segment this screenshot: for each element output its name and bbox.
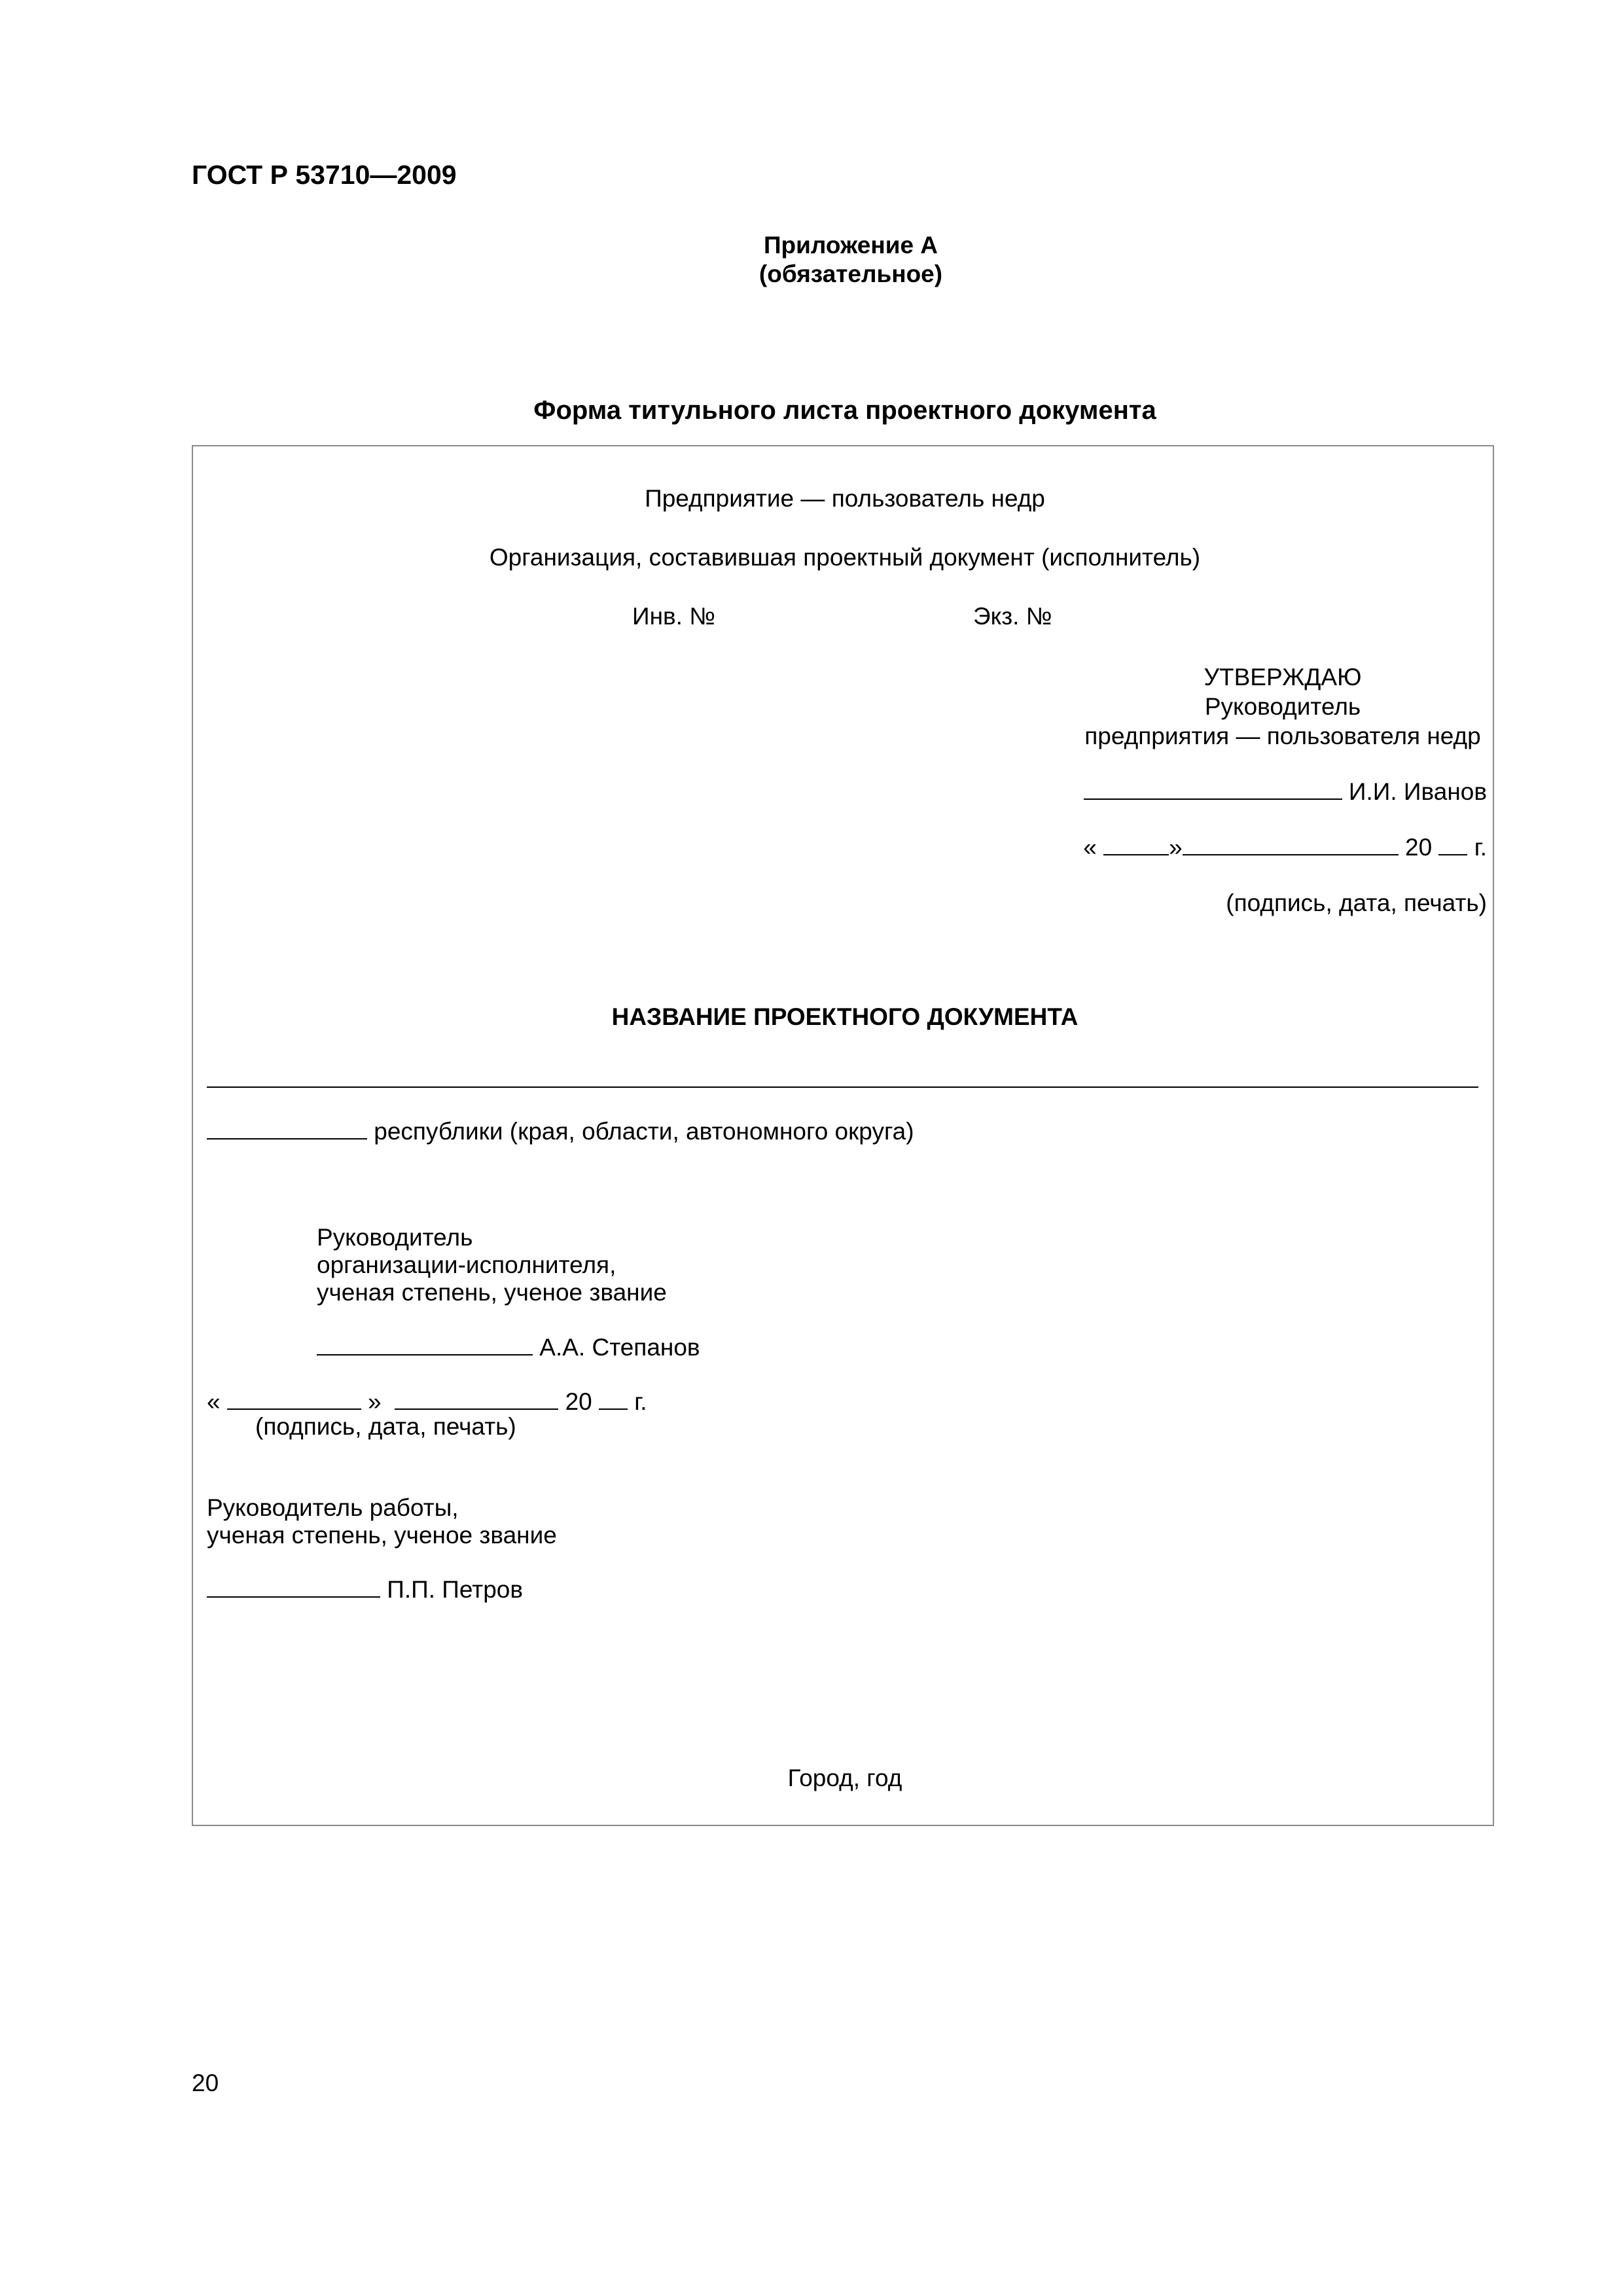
- approval-title: УТВЕРЖДАЮ: [1204, 664, 1362, 691]
- executor-role-org: организации-исполнителя,: [317, 1251, 616, 1278]
- executor-note: (подпись, дата, печать): [255, 1413, 516, 1440]
- work-lead-block: [207, 1494, 557, 1549]
- signature-blank: [1084, 776, 1342, 800]
- day-blank: [1103, 832, 1169, 855]
- approval-date-line: [1083, 832, 1487, 862]
- approval-note: (подпись, дата, печать): [1226, 889, 1487, 916]
- page-number: 20: [192, 2070, 219, 2096]
- year-prefix: 20: [1405, 834, 1433, 861]
- inventory-number-label: Инв. №: [632, 603, 715, 630]
- annex-title: Приложение А: [763, 232, 938, 259]
- date-close-quote: »: [368, 1388, 382, 1415]
- executor-degree: ученая степень, ученое звание: [317, 1279, 667, 1306]
- year-suffix: г.: [1474, 834, 1487, 861]
- date-open-quote: «: [207, 1388, 221, 1415]
- approval-block: [1073, 662, 1492, 751]
- work-lead-name: П.П. Петров: [387, 1576, 524, 1603]
- enterprise-line: Предприятие — пользователь недр: [645, 485, 1045, 512]
- year-blank: [599, 1386, 628, 1410]
- work-lead-role: Руководитель работы,: [207, 1494, 459, 1521]
- region-text: республики (края, области, автономного округа): [374, 1118, 914, 1145]
- year-blank: [1438, 832, 1467, 855]
- executor-head-block: [317, 1224, 667, 1306]
- organization-line: Организация, составившая проектный документ (исполнитель): [489, 544, 1201, 571]
- document-name-heading: НАЗВАНИЕ ПРОЕКТНОГО ДОКУМЕНТА: [611, 1003, 1079, 1030]
- day-blank: [227, 1386, 361, 1410]
- region-blank: [207, 1116, 367, 1139]
- document-designation: ГОСТ Р 53710—2009: [192, 160, 457, 190]
- approval-name: И.И. Иванов: [1348, 778, 1487, 805]
- year-suffix: г.: [634, 1388, 647, 1415]
- document-name-rule: [207, 1086, 1478, 1088]
- work-lead-signature-line: [207, 1574, 523, 1604]
- signature-blank: [207, 1574, 380, 1598]
- annex-status: (обязательное): [758, 260, 943, 287]
- executor-role: Руководитель: [317, 1224, 473, 1251]
- date-close-quote: »: [1169, 834, 1183, 861]
- region-line: [207, 1116, 914, 1146]
- approval-role-org: предприятия — пользователя недр: [1084, 723, 1481, 749]
- annex-heading: [654, 231, 1047, 289]
- executor-name: А.А. Степанов: [539, 1334, 700, 1361]
- work-lead-degree: ученая степень, ученое звание: [207, 1522, 557, 1549]
- executor-signature-line: [317, 1332, 700, 1362]
- copy-number-label: Экз. №: [973, 603, 1052, 630]
- signature-blank: [317, 1332, 533, 1355]
- approval-role: Руководитель: [1204, 693, 1361, 720]
- month-blank: [395, 1386, 558, 1410]
- city-year: Город, год: [787, 1765, 902, 1791]
- form-title: Форма титульного листа проектного документа: [533, 396, 1156, 425]
- date-open-quote: «: [1083, 834, 1097, 861]
- year-prefix: 20: [565, 1388, 592, 1415]
- approval-signature-line: [1084, 776, 1487, 806]
- month-blank: [1183, 832, 1399, 855]
